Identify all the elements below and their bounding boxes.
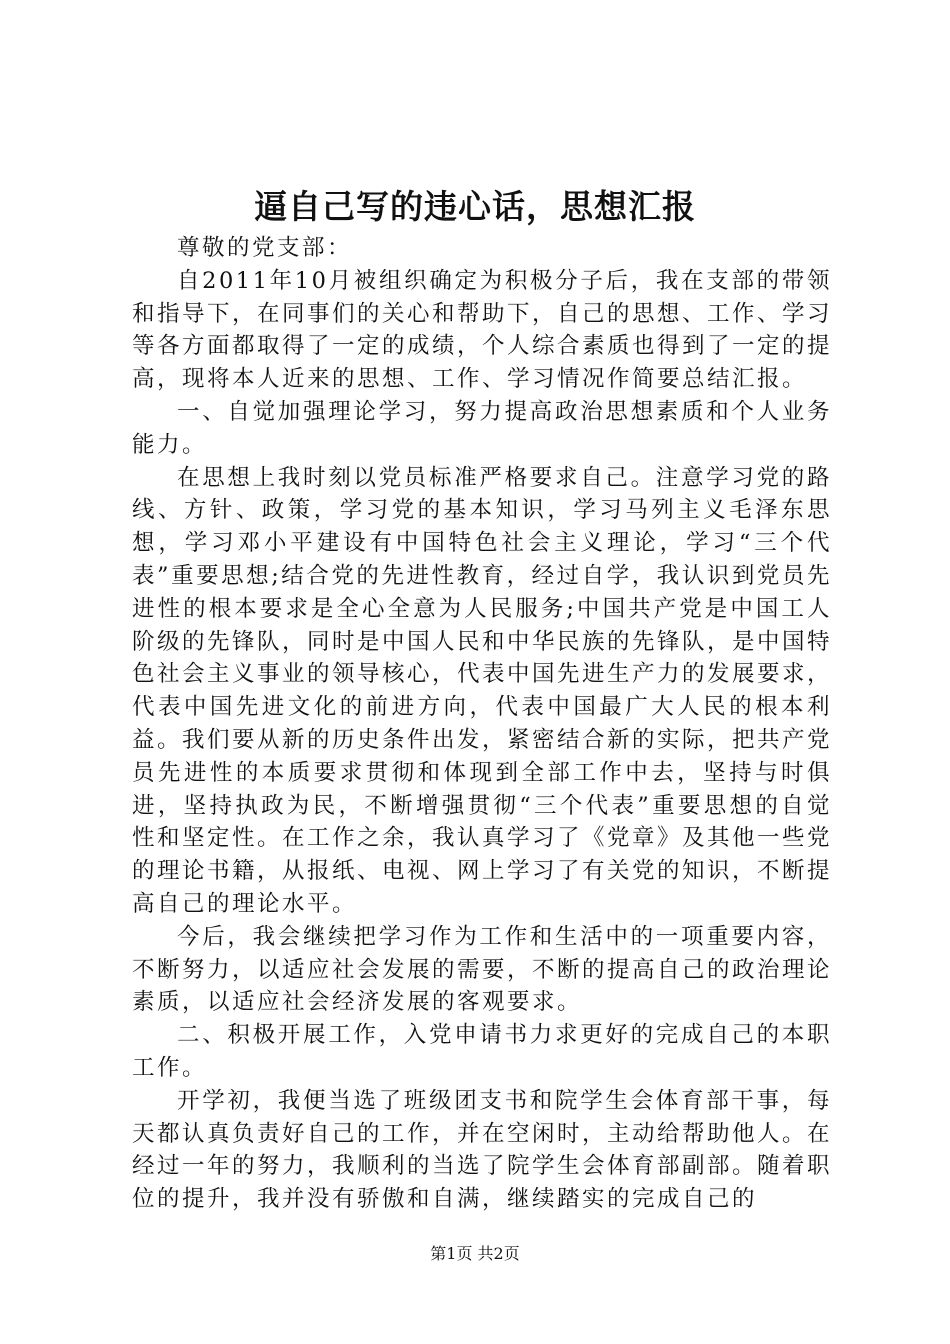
page-title: 逼自己写的违心话，思想汇报: [254, 187, 696, 226]
document-body: [132, 232, 832, 1216]
paragraph-intro: 自2011年10月被组织确定为积极分子后，我在支部的带领和指导下，在同事们的关心和帮助下，自己的思想、工作、学习等各方面都取得了一定的成绩，个人综合素质也得到了一定的提高，现将本人近来的思想、工作、学习情况作简要总结汇报。: [132, 267, 833, 393]
salutation: 尊敬的党支部：: [177, 235, 353, 261]
paragraph-work: 开学初，我便当选了班级团支书和院学生会体育部干事，每天都认真负责好自己的工作，并在空闲时，主动给帮助他人。在经过一年的努力，我顺利的当选了院学生会体育部副部。随着职位的提升，我并没有骄傲和自满，继续踏实的完成自己的: [132, 1087, 833, 1213]
section-heading-1: 一、自觉加强理论学习，努力提高政治思想素质和个人业务能力。: [132, 398, 832, 458]
paragraph-future-plan: 今后，我会继续把学习作为工作和生活中的一项重要内容，不断努力，以适应社会发展的需要，不断的提高自己的政治理论素质，以适应社会经济发展的客观要求。: [132, 923, 833, 1016]
page-number-footer: 第1页 共2页: [430, 1244, 520, 1263]
section-heading-2: 二、积极开展工作，入党申请书力求更好的完成自己的本职工作。: [132, 1022, 832, 1081]
paragraph-theory-study: 在思想上我时刻以党员标准严格要求自己。注意学习党的路线、方针、政策，学习党的基本知识，学习马列主义毛泽东思想，学习邓小平建设有中国特色社会主义理论，学习“三个代表”重要思想;结合党的先进性教育，经过自学，我认识到党员先进性的根本要求是全心全意为人民服务;中国共产党是中国工人阶级的先锋队，同时是中国人民和中华民族的先锋队，是中国特色社会主义事业的领导核心，代表中国先进生产力的发展要求，代表中国先进文化的前进方向，代表中国最广大人民的根本利益。我们要从新的历史条件出发，紧密结合新的实际，把共产党员先进性的本质要求贯彻和体现到全部工作中去，坚持与时俱进，坚持执政为民，不断增强贯彻“三个代表”重要思想的自觉性和坚定性。在工作之余，我认真学习了《党章》及其他一些党的理论书籍，从报纸、电视、网上学习了有关党的知识，不断提高自己的理论水平。: [132, 464, 833, 917]
